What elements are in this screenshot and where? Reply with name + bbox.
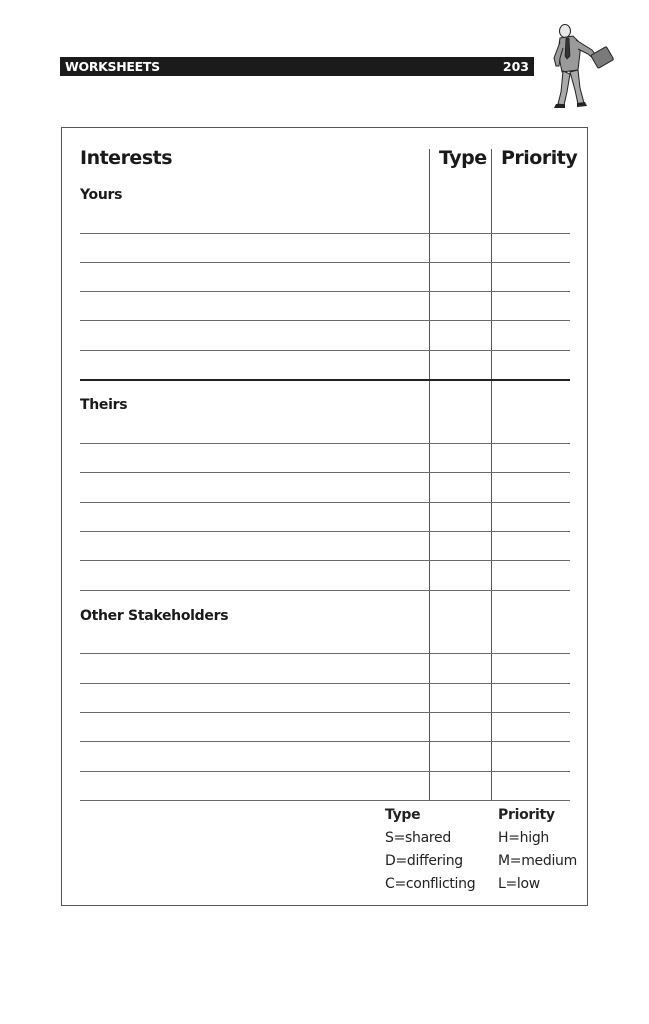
theirs-write-line[interactable] xyxy=(80,531,570,532)
stakeholders-write-line[interactable] xyxy=(80,741,570,742)
yours-section-separator xyxy=(80,379,570,381)
theirs-write-line[interactable] xyxy=(80,590,570,591)
stakeholders-write-line[interactable] xyxy=(80,712,570,713)
legend-type-heading: Type xyxy=(385,807,421,823)
type-column-divider xyxy=(429,149,430,800)
legend-type-item: S=shared xyxy=(385,830,451,846)
legend-priority-heading: Priority xyxy=(498,807,555,823)
yours-write-line[interactable] xyxy=(80,350,570,351)
yours-write-line[interactable] xyxy=(80,320,570,321)
yours-write-line[interactable] xyxy=(80,233,570,234)
page-number: 203 xyxy=(502,59,529,74)
column-title-interests: Interests xyxy=(80,147,173,169)
column-title-priority: Priority xyxy=(501,147,578,169)
legend-priority-item: H=high xyxy=(498,830,549,846)
theirs-write-line[interactable] xyxy=(80,443,570,444)
section-label-other-stakeholders: Other Stakeholders xyxy=(80,608,229,624)
stakeholders-write-line[interactable] xyxy=(80,771,570,772)
legend-type-item: D=differing xyxy=(385,853,463,869)
theirs-write-line[interactable] xyxy=(80,560,570,561)
theirs-write-line[interactable] xyxy=(80,502,570,503)
yours-write-line[interactable] xyxy=(80,262,570,263)
section-label-yours: Yours xyxy=(80,187,123,203)
stakeholders-write-line[interactable] xyxy=(80,683,570,684)
legend-priority-item: M=medium xyxy=(498,853,577,869)
businessman-with-briefcase-icon xyxy=(548,22,618,110)
stakeholders-write-line[interactable] xyxy=(80,653,570,654)
section-title: WORKSHEETS xyxy=(65,59,160,74)
column-title-type: Type xyxy=(439,147,487,169)
legend-priority-item: L=low xyxy=(498,876,540,892)
worksheet-card xyxy=(61,127,588,906)
yours-write-line[interactable] xyxy=(80,291,570,292)
theirs-write-line[interactable] xyxy=(80,472,570,473)
section-label-theirs: Theirs xyxy=(80,397,128,413)
priority-column-divider xyxy=(491,149,492,800)
stakeholders-write-line[interactable] xyxy=(80,800,570,801)
running-header xyxy=(60,57,534,76)
legend-type-item: C=conflicting xyxy=(385,876,476,892)
